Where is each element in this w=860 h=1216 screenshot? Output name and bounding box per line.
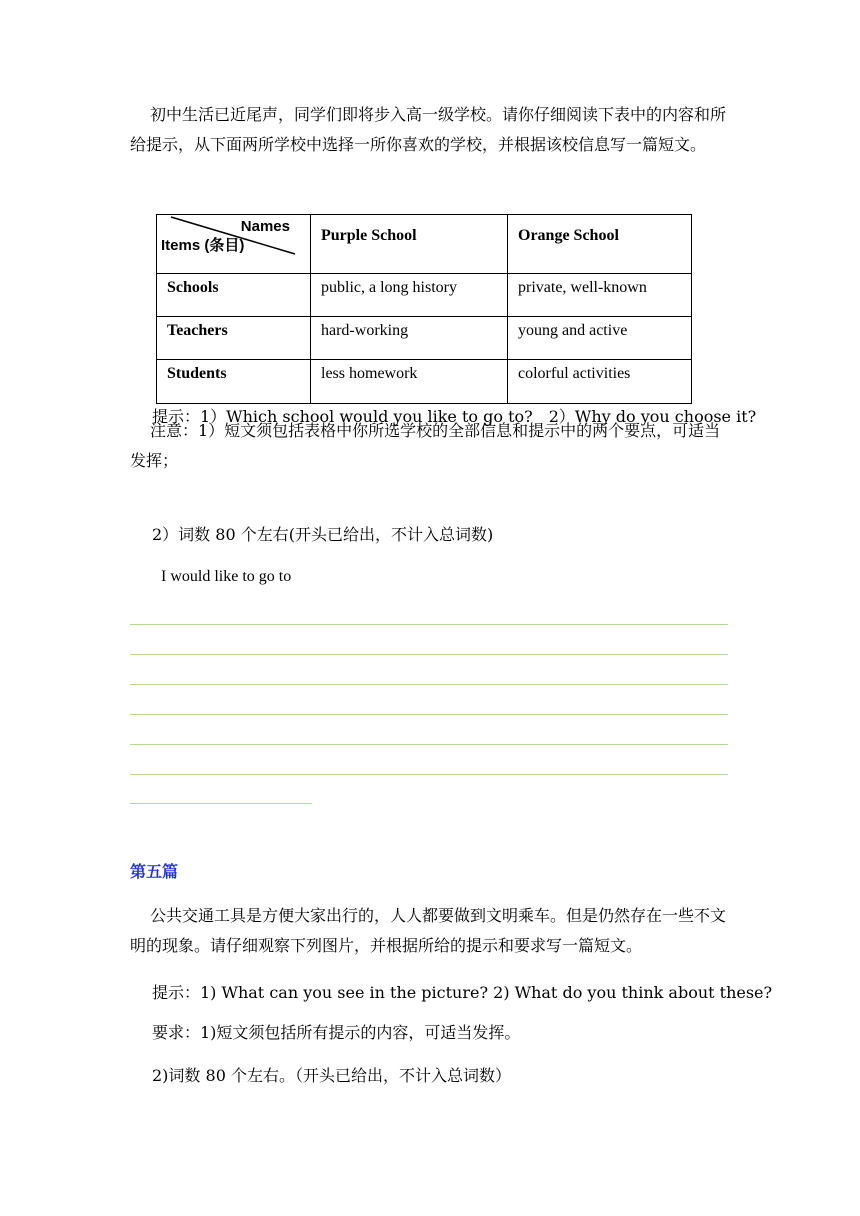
writing-line: [130, 803, 312, 804]
task5-hint: 提示：1) What can you see in the picture? 2) What do you think about these?: [152, 983, 773, 1002]
writing-line: [130, 624, 728, 625]
table-header-row: [157, 215, 692, 274]
table-corner-cell: [157, 215, 311, 274]
row-label: Students: [157, 360, 311, 404]
column-header: Purple School: [311, 215, 508, 274]
writing-line: [130, 684, 728, 685]
table-cell: young and active: [508, 317, 692, 360]
table-cell: private, well-known: [508, 274, 692, 317]
table-cell: colorful activities: [508, 360, 692, 404]
task4-intro: 初中生活已近尾声，同学们即将步入高一级学校。请你仔细阅读下表中的内容和所给提示，从下面两所学校中选择一所你喜欢的学校，并根据该校信息写一篇短文。: [130, 105, 727, 154]
task4-note-1: 注意：1）短文须包括表格中你所选学校的全部信息和提示中的两个要点，可适当发挥；: [130, 421, 721, 470]
table-row: [157, 317, 692, 360]
table-cell: less homework: [311, 360, 508, 404]
table-row: [157, 274, 692, 317]
row-label: Schools: [157, 274, 311, 317]
writing-line: [130, 714, 728, 715]
task5-requirement-2: 2)词数 80 个左右。（开头已给出，不计入总词数）: [152, 1066, 511, 1085]
task5-intro: 公共交通工具是方便大家出行的，人人都要做到文明乘车。但是仍然存在一些不文明的现象。请仔细观察下列图片，并根据所给的提示和要求写一篇短文。: [130, 906, 727, 955]
column-header: Orange School: [508, 215, 692, 274]
row-label: Teachers: [157, 317, 311, 360]
task5-requirement-1: 要求：1)短文须包括所有提示的内容，可适当发挥。: [152, 1023, 521, 1042]
writing-line: [130, 744, 728, 745]
header-names: Names: [240, 218, 290, 235]
table-cell: hard-working: [311, 317, 508, 360]
task4-opening: I would like to go to: [161, 568, 292, 585]
table-row: [157, 360, 692, 404]
table-cell: public, a long history: [311, 274, 508, 317]
header-items: Items (条目): [161, 237, 245, 254]
task4-note-2: 2）词数 80 个左右(开头已给出，不计入总词数): [152, 525, 494, 544]
writing-line: [130, 654, 728, 655]
writing-line: [130, 774, 728, 775]
task4-hint: 提示：1）Which school would you like to go to? 2）Why do you choose it?: [152, 407, 757, 426]
section-title: 第五篇: [130, 862, 179, 881]
school-info-table: [156, 214, 692, 404]
